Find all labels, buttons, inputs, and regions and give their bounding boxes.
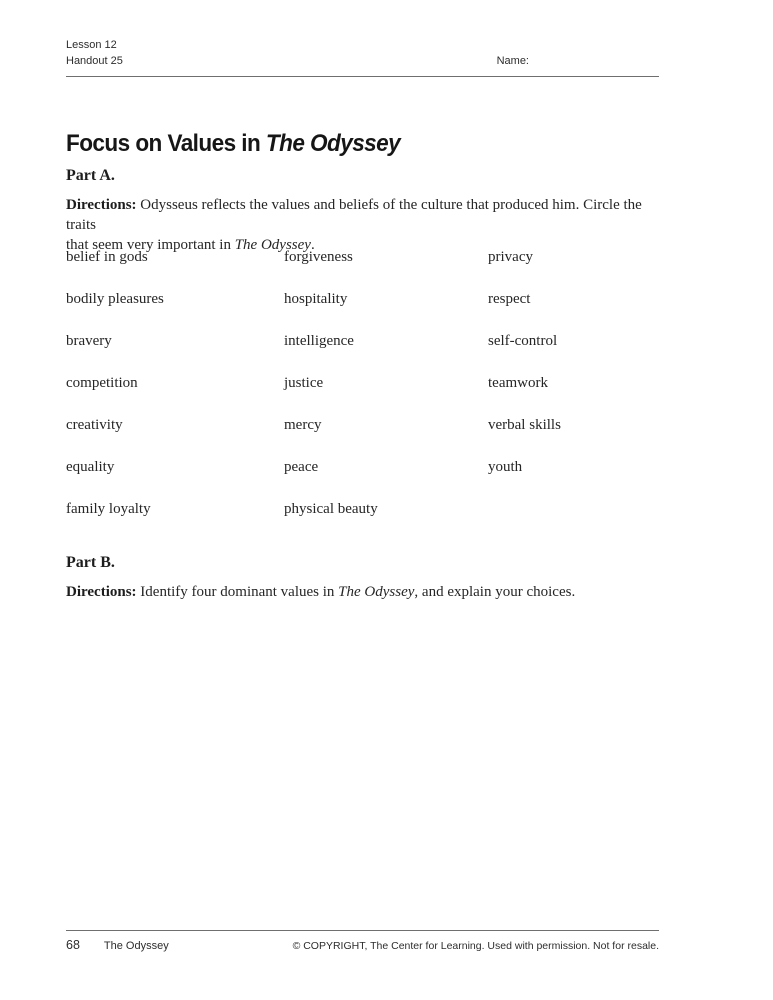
trait-self-control[interactable]: self-control (488, 333, 558, 349)
trait-justice[interactable]: justice (284, 375, 324, 391)
trait-verbal-skills[interactable]: verbal skills (488, 417, 561, 433)
trait-belief-in-gods[interactable]: belief in gods (66, 249, 148, 265)
trait-equality[interactable]: equality (66, 459, 115, 475)
trait-physical-beauty[interactable]: physical beauty (284, 501, 378, 517)
part-a-directions-line2: that seem very important in (66, 237, 235, 253)
part-b-directions-book-name: The Odyssey (338, 584, 415, 600)
page-title-book-name: The Odyssey (265, 130, 401, 157)
trait-family-loyalty[interactable]: family loyalty (66, 501, 151, 517)
part-a-directions-line1: Odysseus reflects the values and beliefs of the culture that produced him. Circle the traits (66, 197, 642, 233)
part-a-directions-period: . (310, 237, 315, 253)
part-b-heading: Part B. (66, 554, 115, 571)
trait-teamwork[interactable]: teamwork (488, 375, 548, 391)
handout-label: Handout 25 (66, 55, 123, 67)
trait-creativity[interactable]: creativity (66, 417, 123, 433)
trait-privacy[interactable]: privacy (488, 249, 533, 265)
part-b-directions (66, 582, 663, 602)
trait-intelligence[interactable]: intelligence (284, 333, 354, 349)
traits-column-3 (488, 248, 660, 542)
part-a-heading: Part A. (66, 167, 115, 184)
page-title-main: Focus on Values in (66, 130, 266, 157)
lesson-label: Lesson 12 (66, 39, 117, 51)
trait-competition[interactable]: competition (66, 375, 138, 391)
copyright-notice: © COPYRIGHT, The Center for Learning. Used with permission. Not for resale. (292, 940, 659, 952)
page-title (66, 130, 400, 158)
part-b-directions-tail: , and explain your choices. (414, 584, 576, 600)
part-a-directions-label: Directions: (66, 197, 137, 213)
part-b-directions-label: Directions: (66, 584, 137, 600)
traits-column-1 (66, 248, 284, 542)
footer-left (66, 938, 169, 952)
trait-bravery[interactable]: bravery (66, 333, 112, 349)
lesson-handout-block (66, 37, 123, 69)
page-number: 68 (66, 938, 80, 952)
page-footer (66, 930, 659, 952)
name-label: Name: (496, 55, 529, 67)
trait-peace[interactable]: peace (284, 459, 319, 475)
page-header (66, 37, 659, 77)
trait-forgiveness[interactable]: forgiveness (284, 249, 353, 265)
trait-hospitality[interactable]: hospitality (284, 291, 348, 307)
trait-bodily-pleasures[interactable]: bodily pleasures (66, 291, 164, 307)
trait-youth[interactable]: youth (488, 459, 523, 475)
footer-book-title: The Odyssey (103, 940, 169, 952)
traits-column-2 (284, 248, 488, 542)
trait-mercy[interactable]: mercy (284, 417, 322, 433)
trait-respect[interactable]: respect (488, 291, 531, 307)
part-a-directions-book-name: The Odyssey (234, 237, 311, 253)
part-a-directions (66, 195, 663, 255)
part-b-directions-text: Identify four dominant values in (136, 584, 339, 600)
traits-grid (66, 248, 660, 542)
